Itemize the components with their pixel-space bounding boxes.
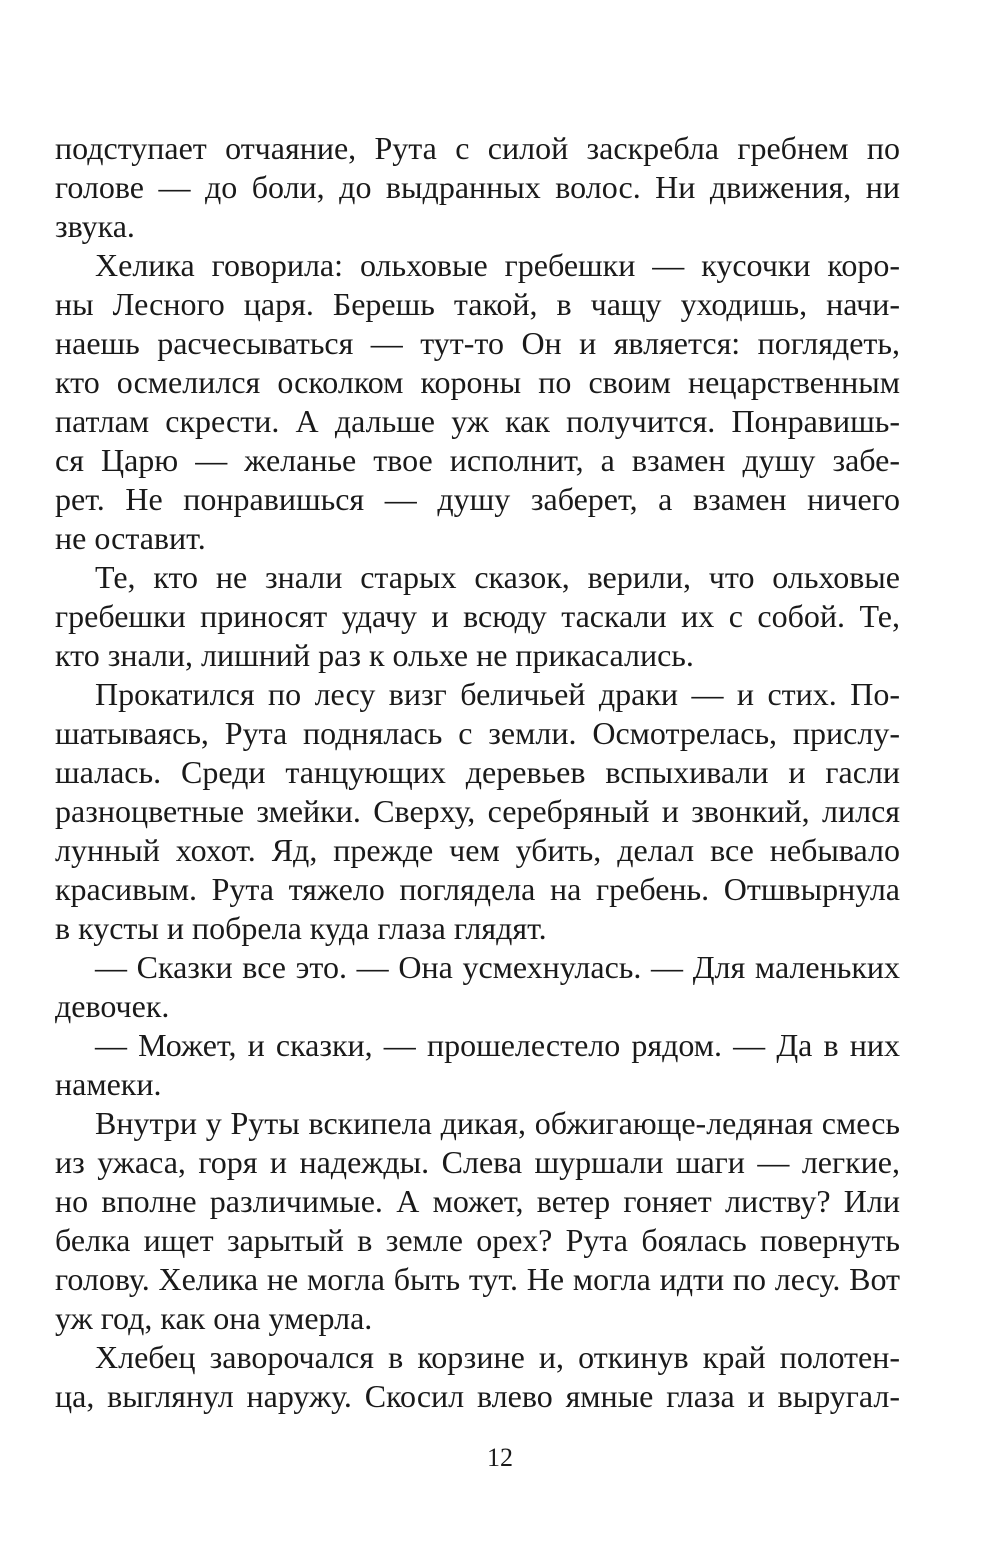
text-line: Прокатился по лесу визг беличьей драки — и стих. По-: [95, 676, 900, 712]
text-line: шатываясь, Рута поднялась с земли. Осмотрелась, прислу-: [55, 715, 900, 751]
text-line: гребешки приносят удачу и всюду таскали их с собой. Те,: [55, 598, 900, 634]
text-line: девочек.: [55, 988, 170, 1024]
text-line: звука.: [55, 208, 135, 244]
text-line: но вполне различимые. А может, ветер гоняет листву? Или: [55, 1183, 900, 1219]
text-line: кто знали, лишний раз к ольхе не прикасались.: [55, 637, 694, 673]
page-number: 12: [487, 1443, 513, 1472]
paragraph: [55, 246, 900, 558]
text-line: красивым. Рута тяжело поглядела на гребень. Отшвырнула: [55, 871, 900, 907]
text-line: ны Лесного царя. Берешь такой, в чащу уходишь, начи-: [55, 286, 900, 322]
text-line: в кусты и побрела куда глаза глядят.: [55, 910, 547, 946]
text-line: Внутри у Руты вскипела дикая, обжигающе-ледяная смесь: [95, 1105, 900, 1141]
text-line: подступает отчаяние, Рута с силой заскребла гребнем по: [55, 130, 900, 166]
text-line: ца, выглянул наружу. Скосил влево ямные глаза и выругал-: [55, 1378, 900, 1414]
text-line: рет. Не понравишься — душу заберет, а взамен ничего: [55, 481, 900, 517]
paragraph: [55, 558, 900, 675]
text-line: белка ищет зарытый в земле орех? Рута боялась повернуть: [55, 1222, 900, 1258]
paragraph: [55, 1026, 900, 1104]
body-text: [55, 129, 900, 1416]
text-line: Хелика говорила: ольховые гребешки — кусочки коро-: [95, 247, 900, 283]
text-line: Те, кто не знали старых сказок, верили, что ольховые: [95, 559, 900, 595]
paragraph: [55, 1104, 900, 1338]
text-line: лунный хохот. Яд, прежде чем убить, делал все небывало: [55, 832, 900, 868]
text-line: — Может, и сказки, — прошелестело рядом. — Да в них: [95, 1027, 900, 1063]
text-line: из ужаса, горя и надежды. Слева шуршали шаги — легкие,: [55, 1144, 900, 1180]
text-line: разноцветные змейки. Сверху, серебряный и звонкий, лился: [55, 793, 900, 829]
text-line: голове — до боли, до выдранных волос. Ни движения, ни: [55, 169, 900, 205]
text-line: кто осмелился осколком короны по своим нецарственным: [55, 364, 900, 400]
paragraph: [55, 675, 900, 948]
text-line: Хлебец заворочался в корзине и, откинув край полотен-: [95, 1339, 900, 1375]
paragraph: [55, 129, 900, 246]
text-line: голову. Хелика не могла быть тут. Не могла идти по лесу. Вот: [55, 1261, 900, 1297]
text-line: патлам скрести. А дальше уж как получится. Понравишь-: [55, 403, 900, 439]
paragraph: [55, 948, 900, 1026]
text-line: наешь расчесываться — тут-то Он и является: поглядеть,: [55, 325, 900, 361]
text-line: уж год, как она умерла.: [55, 1300, 373, 1336]
paragraph: [55, 1338, 900, 1416]
text-line: — Сказки все это. — Она усмехнулась. — Для маленьких: [95, 949, 900, 985]
text-line: шалась. Среди танцующих деревьев вспыхивали и гасли: [55, 754, 900, 790]
text-line: ся Царю — желанье твое исполнит, а взамен душу забе-: [55, 442, 900, 478]
text-line: намеки.: [55, 1066, 162, 1102]
text-line: не оставит.: [55, 520, 206, 556]
